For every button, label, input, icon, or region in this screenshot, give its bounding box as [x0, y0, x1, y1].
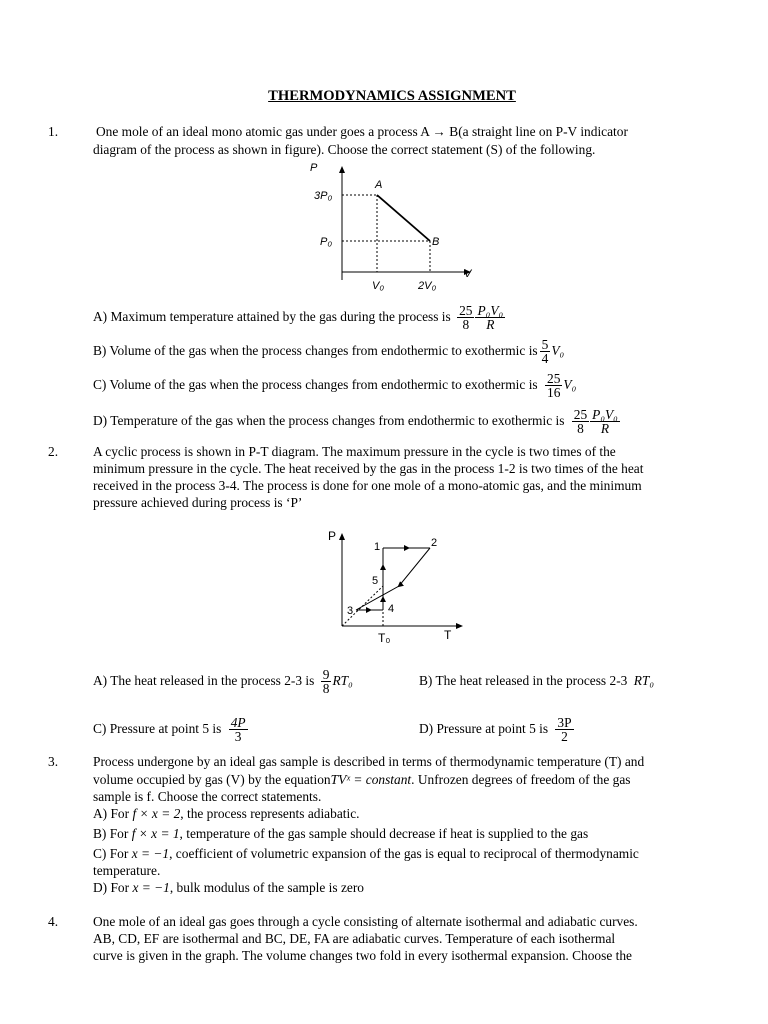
q4-line1: One mole of an ideal gas goes through a cycle consisting of alternate isothermal and adiabatic curves.: [93, 914, 638, 929]
q2-number: 2.: [48, 444, 59, 459]
q1-c-frac: $\frac{25}{16}$: [547, 371, 561, 401]
q3-option-d: D) For x = −1, bulk modulus of the sample is zero: [93, 880, 364, 895]
q1-option-b-text: B) Volume of the gas when the process changes from endothermic to exothermic is: [93, 343, 538, 358]
q1-option-d: [93, 408, 623, 435]
q2-line4: pressure achieved during process is ‘P’: [93, 495, 303, 510]
q1-a-frac1: $\frac{25}{8}$: [459, 303, 473, 333]
pt-diagram: [320, 526, 470, 651]
q1-line2: diagram of the process as shown in figure). Choose the correct statement (S) of the following.: [93, 142, 596, 157]
q1-option-d-text: D) Temperature of the gas when the process changes from endothermic to exothermic is: [93, 413, 565, 428]
q2-d-frac: $\frac{3P}{2}$: [557, 715, 572, 745]
q1-option-b: [93, 338, 564, 365]
q3-c-eq: x = −1: [131, 846, 170, 861]
q2-a-frac: $\frac{9}{8}$: [322, 667, 330, 697]
q3-option-c-line2: temperature.: [93, 863, 161, 878]
q2-b-suffix: RT₀: [633, 673, 655, 688]
p-axis-label-2: P: [328, 529, 337, 543]
point-5-label: 5: [372, 575, 379, 587]
q3-number: 3.: [48, 754, 59, 769]
q1-line1: [96, 124, 628, 140]
q3-line3: sample is f. Choose the correct statements.: [93, 789, 322, 804]
line-2-3: [356, 548, 430, 610]
q3-line1: Process undergone by an ideal gas sample is described in terms of thermodynamic temperature (T) and: [93, 754, 645, 769]
q2-option-c-text: C) Pressure at point 5 is: [93, 721, 222, 736]
q4-number: 4.: [48, 914, 59, 929]
v-axis-label: V: [464, 268, 472, 280]
q3-option-b: B) For f × x = 1, temperature of the gas sample should decrease if heat is supplied to the gas: [93, 826, 589, 841]
q1-b-suffix: V₀: [551, 343, 565, 358]
q1-process: A → B: [420, 124, 459, 139]
point-b-label: B: [432, 236, 440, 248]
t-axis-label: T: [444, 628, 452, 642]
q3-line2: [93, 772, 631, 788]
q3-option-a: A) For f × x = 2, the process represents adiabatic.: [93, 806, 360, 821]
q1-d-frac1: $\frac{25}{8}$: [573, 407, 588, 437]
q2-option-b-text: B) The heat released in the process 2-3: [419, 673, 628, 688]
point-1-label: 1: [374, 541, 381, 553]
q1-option-c: [93, 372, 576, 399]
q2-line1: A cyclic process is shown in P-T diagram. The maximum pressure in the cycle is two times of the: [93, 444, 616, 459]
q4-line2: AB, CD, EF are isothermal and BC, DE, FA are adiabatic curves. Temperature of each isothermal: [93, 931, 616, 946]
q1-line1b: (a straight line on P-V indicator: [458, 124, 628, 139]
q2-option-d-text: D) Pressure at point 5 is: [419, 721, 549, 736]
q2-a-suffix: RT₀: [332, 673, 353, 688]
q1-option-c-text: C) Volume of the gas when the process changes from endothermic to exothermic is: [93, 377, 538, 392]
q2-option-c: [93, 716, 251, 743]
q3-line2a: volume occupied by gas (V) by the equation: [93, 772, 331, 787]
q2-c-frac: $\frac{4P}{3}$: [230, 715, 246, 745]
p-low-label: P₀: [320, 236, 332, 248]
process-line-ab: [377, 195, 430, 241]
point-3-label: 3: [347, 605, 354, 617]
pv-diagram: [300, 155, 490, 297]
q4-line3: curve is given in the graph. The volume changes two fold in every isothermal expansion. Choose the: [93, 948, 632, 963]
q2-option-b: [419, 668, 654, 694]
point-2-label: 2: [431, 537, 438, 549]
q3-equation: TVˣ = constant: [330, 772, 412, 787]
point-a-label: A: [375, 179, 383, 191]
q1-d-frac2: $\frac{\text{P₀V₀}}{R}$: [592, 407, 618, 437]
v-high-label: 2V₀: [418, 280, 437, 292]
v-low-label: V₀: [372, 280, 384, 292]
page-title: THERMODYNAMICS ASSIGNMENT: [268, 88, 516, 104]
t0-label: T₀: [378, 631, 391, 645]
q3-line2b: . Unfrozen degrees of freedom of the gas: [411, 772, 631, 787]
q3-option-c: C) For x = −1, coefficient of volumetric expansion of the gas is equal to reciprocal of thermodynamic: [93, 846, 639, 861]
q2-option-d: [419, 716, 577, 743]
q1-a-frac2: $\frac{\text{P₀V₀}}{R}$: [477, 303, 504, 333]
q2-option-a: [93, 668, 353, 695]
q1-option-a: [93, 304, 508, 331]
q2-line2: minimum pressure in the cycle. The heat received by the gas in the process 1-2 is two times of the heat: [93, 461, 644, 476]
q2-line3: received in the process 3-4. The process is done for one mole of a mono-atomic gas, and the minimum: [93, 478, 642, 493]
q1-line1-text: One mole of an ideal mono atomic gas under goes a process: [96, 124, 418, 139]
q3-d-eq: x = −1: [132, 880, 170, 895]
q2-option-a-text: A) The heat released in the process 2-3 is: [93, 673, 315, 688]
q1-b-frac: $\frac{5}{4}$: [541, 337, 549, 367]
q3-a-eq: f × x = 2: [132, 806, 181, 821]
q1-c-suffix: V₀: [563, 377, 577, 392]
q1-option-a-text: A) Maximum temperature attained by the gas during the process is: [93, 309, 451, 324]
q1-number: 1.: [48, 124, 59, 139]
p-high-label: 3P₀: [314, 190, 333, 202]
p-axis-label: P: [310, 162, 318, 174]
q3-b-eq: f × x = 1: [131, 826, 180, 841]
point-4-label: 4: [388, 603, 395, 615]
